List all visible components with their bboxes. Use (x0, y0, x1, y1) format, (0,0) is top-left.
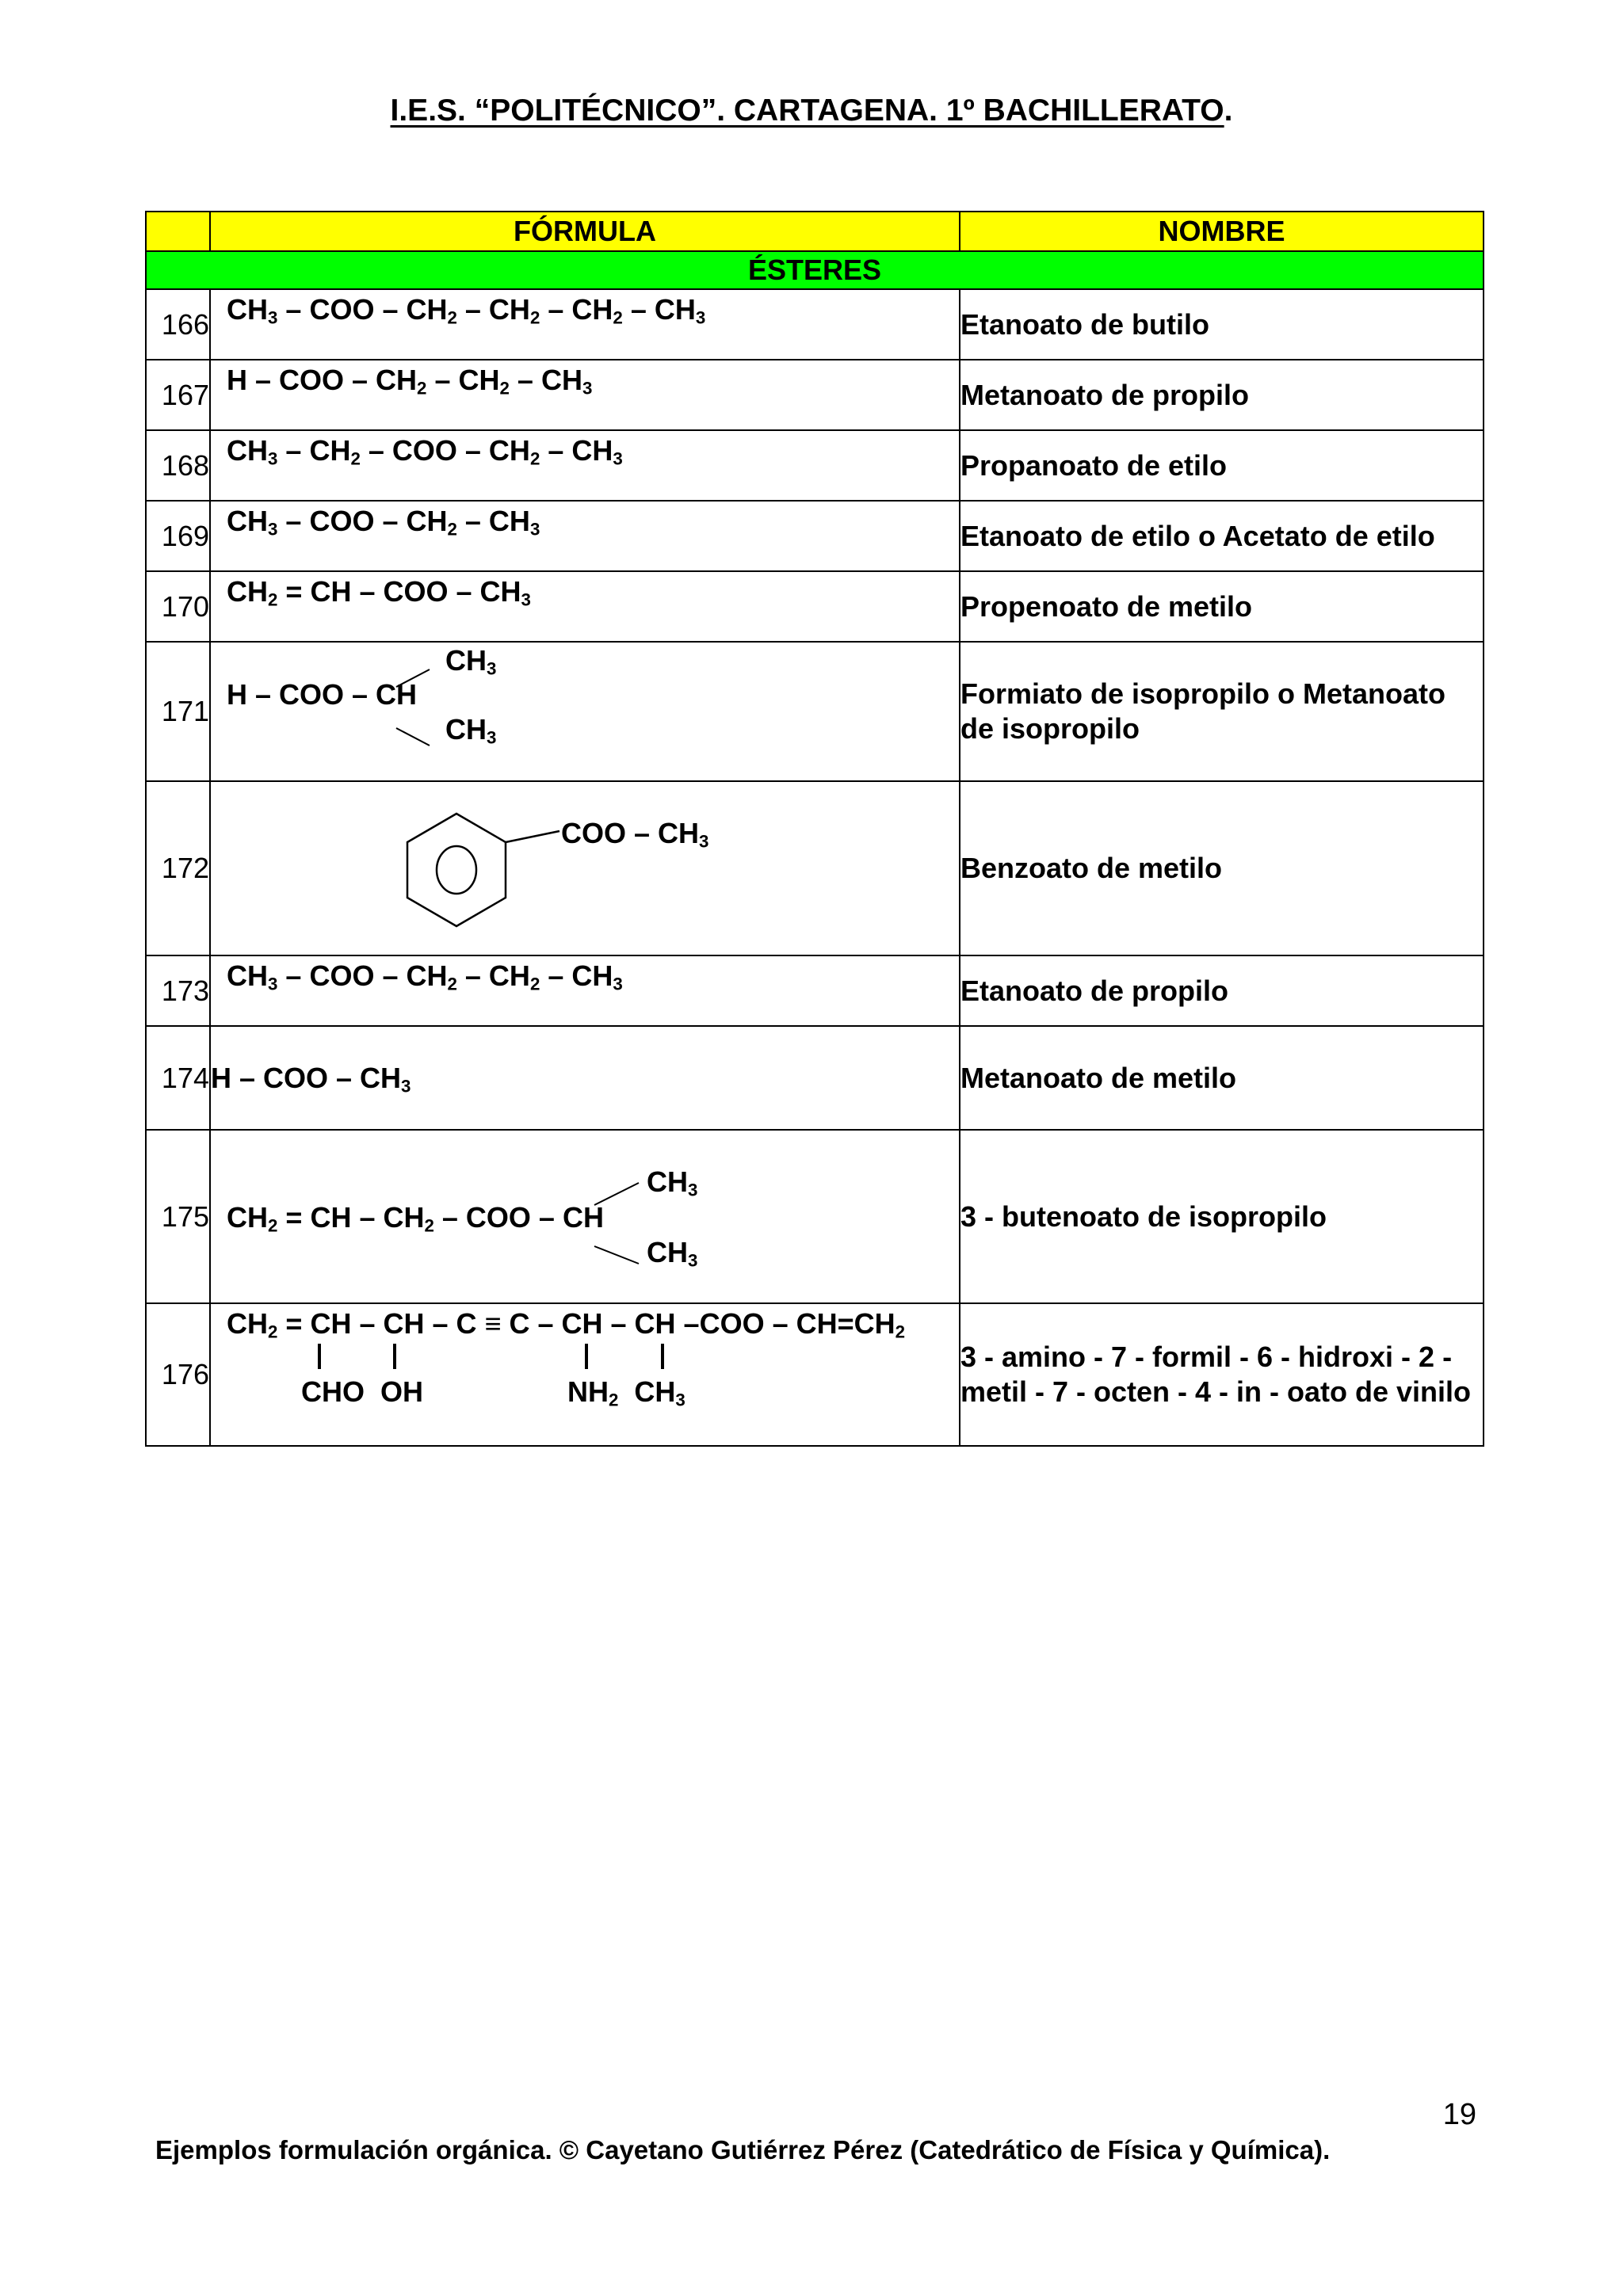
name-cell: Metanoato de propilo (960, 360, 1484, 430)
row-number: 167 (146, 360, 210, 430)
page-header (0, 93, 1623, 128)
table-row (146, 781, 1484, 955)
table-row (146, 501, 1484, 571)
col-header-name: NOMBRE (960, 212, 1484, 251)
name-cell: 3 - amino - 7 - formil - 6 - hidroxi - 2 - metil - 7 - octen - 4 - in - oato de vinilo (960, 1303, 1484, 1446)
table-row (146, 289, 1484, 360)
table-row (146, 430, 1484, 501)
esters-table (145, 211, 1484, 1447)
name-cell: Etanoato de propilo (960, 955, 1484, 1026)
formula-cell: $CH_3$ – COO – $CH_2 - CH_3$ (210, 501, 960, 571)
table-row (146, 642, 1484, 781)
section-esteres: ÉSTERES (146, 251, 1484, 289)
table-row (146, 360, 1484, 430)
row-number: 169 (146, 501, 210, 571)
name-cell: Etanoato de butilo (960, 289, 1484, 360)
name-cell: Metanoato de metilo (960, 1026, 1484, 1130)
header-empty-cell (146, 212, 210, 251)
formula-cell: $CH_2$ = CH – CH – C ≡ C – CH – CH $-COO - CH=CH_2$ CHO OH $NH_2$ $CH_3$ (210, 1303, 960, 1446)
footer: Ejemplos formulación orgánica. © Cayetano Gutiérrez Pérez (Catedrático de Física y Química). (155, 2135, 1331, 2164)
formula-cell: H – COO – $CH_3$ (210, 1026, 960, 1130)
row-number: 168 (146, 430, 210, 501)
formula-cell: $CH_3$ $CH_2$ = CH – $CH_2$ – COO – CH $CH_3$ (210, 1130, 960, 1303)
table-row (146, 1303, 1484, 1446)
formula-cell: $CH_3$ H – COO – CH $CH_3$ (210, 642, 960, 781)
table-row (146, 571, 1484, 642)
col-header-formula: FÓRMULA (210, 212, 960, 251)
benzene-ring-icon (401, 810, 575, 937)
name-cell: 3 - butenoato de isopropilo (960, 1130, 1484, 1303)
table-header-row (146, 212, 1484, 251)
name-cell: Propenoato de metilo (960, 571, 1484, 642)
row-number: 176 (146, 1303, 210, 1446)
row-number: 174 (146, 1026, 210, 1130)
formula-cell: $CH_3$ – COO – $CH_2 - CH_2 - CH_3$ (210, 955, 960, 1026)
row-number: 173 (146, 955, 210, 1026)
formula-cell: COO – $CH_3$ (210, 781, 960, 955)
row-number: 172 (146, 781, 210, 955)
table-row (146, 1026, 1484, 1130)
row-number: 166 (146, 289, 210, 360)
row-number: 170 (146, 571, 210, 642)
header-title-period: . (1224, 93, 1233, 128)
section-row (146, 251, 1484, 289)
formula-cell: $CH_3 - CH_2$ – COO – $CH_2 - CH_3$ (210, 430, 960, 501)
name-cell: Etanoato de etilo o Acetato de etilo (960, 501, 1484, 571)
bond-lines (211, 1342, 960, 1374)
row-number: 171 (146, 642, 210, 781)
name-cell: Formiato de isopropilo o Metanoato de isopropilo (960, 642, 1484, 781)
formula-cell: $CH_3$ – COO – $CH_2 - CH_2 - CH_2 - CH_3$ (210, 289, 960, 360)
name-cell: Benzoato de metilo (960, 781, 1484, 955)
page-number: 19 (1442, 2098, 1476, 2131)
row-number: 175 (146, 1130, 210, 1303)
table-row (146, 1130, 1484, 1303)
formula-cell: H – COO – $CH_2 - CH_2 - CH_3$ (210, 360, 960, 430)
table-row (146, 955, 1484, 1026)
formula-cell: $CH_2$ = CH – COO – $CH_3$ (210, 571, 960, 642)
header-title-text: I.E.S. “POLITÉCNICO”. CARTAGENA. 1º BACHILLERATO (390, 93, 1224, 128)
name-cell: Propanoato de etilo (960, 430, 1484, 501)
